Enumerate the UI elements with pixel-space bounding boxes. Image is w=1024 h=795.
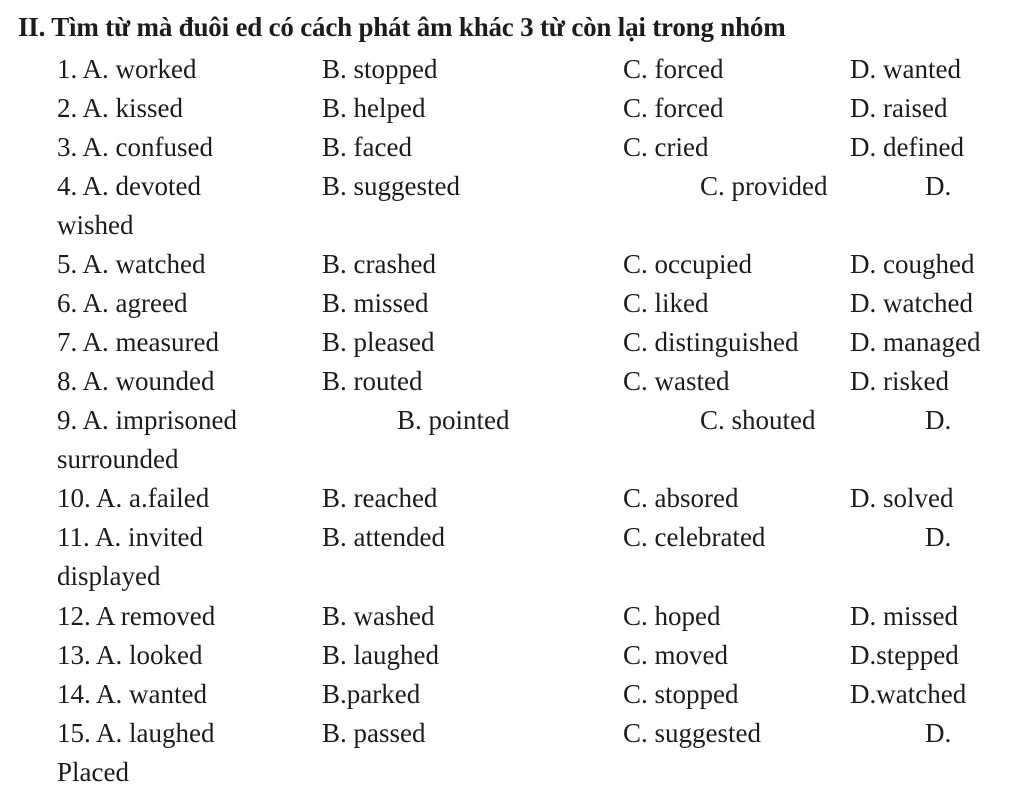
option-c: C. provided (700, 171, 828, 201)
option-d-wrapped-text: surrounded (57, 444, 179, 474)
option-a: 8. A. wounded (57, 366, 215, 396)
option-a: 6. A. agreed (57, 288, 188, 318)
option-d: D. coughed (850, 249, 975, 279)
question-row (0, 245, 1024, 284)
option-d: D. (925, 405, 952, 435)
question-row-wrap (0, 753, 1024, 792)
option-a: 12. A removed (57, 601, 216, 631)
option-c: C. moved (623, 640, 728, 670)
question-row (0, 50, 1024, 89)
question-row (0, 128, 1024, 167)
option-b: B. laughed (322, 640, 439, 670)
option-b: B. passed (322, 718, 426, 748)
option-c: C. cried (623, 132, 709, 162)
option-d: D. risked (850, 366, 949, 396)
option-b: B. suggested (322, 171, 460, 201)
question-row (0, 636, 1024, 675)
option-a: 14. A. wanted (57, 679, 207, 709)
question-row (0, 323, 1024, 362)
question-row-wrap (0, 557, 1024, 596)
option-d: D. watched (850, 288, 973, 318)
option-a: 5. A. watched (57, 249, 206, 279)
option-d: D. (925, 171, 952, 201)
option-d: D. (925, 718, 952, 748)
question-row (0, 284, 1024, 323)
option-c: C. stopped (623, 679, 739, 709)
question-row (0, 401, 1024, 440)
option-c: C. occupied (623, 249, 752, 279)
option-c: C. liked (623, 288, 709, 318)
question-row (0, 714, 1024, 753)
option-c: C. forced (623, 93, 724, 123)
option-a: 10. A. a.failed (57, 483, 210, 513)
option-d: D. solved (850, 483, 954, 513)
option-d: D.stepped (850, 640, 959, 670)
option-c: C. wasted (623, 366, 730, 396)
option-b: B. faced (322, 132, 412, 162)
option-b: B. helped (322, 93, 426, 123)
option-b: B. crashed (322, 249, 436, 279)
question-row (0, 362, 1024, 401)
option-a: 13. A. looked (57, 640, 203, 670)
option-a: 11. A. invited (57, 522, 203, 552)
question-row (0, 597, 1024, 636)
option-d: D. wanted (850, 54, 961, 84)
option-a: 3. A. confused (57, 132, 213, 162)
option-a: 2. A. kissed (57, 93, 184, 123)
option-a: 4. A. devoted (57, 171, 201, 201)
question-row-wrap (0, 206, 1024, 245)
option-d-wrapped-text: displayed (57, 561, 161, 591)
option-b: B. stopped (322, 54, 438, 84)
option-c: C. distinguished (623, 327, 799, 357)
option-b: B. reached (322, 483, 438, 513)
option-d: D. (925, 522, 952, 552)
option-c: C. suggested (623, 718, 761, 748)
option-a: 7. A. measured (57, 327, 219, 357)
section-heading: II. Tìm từ mà đuôi ed có cách phát âm khác 3 từ còn lại trong nhóm (18, 12, 786, 42)
option-c: C. shouted (700, 405, 816, 435)
option-a: 15. A. laughed (57, 718, 215, 748)
option-c: C. absored (623, 483, 739, 513)
option-b: B. attended (322, 522, 445, 552)
option-b: B. pleased (322, 327, 435, 357)
question-row (0, 89, 1024, 128)
option-b: B. pointed (397, 405, 510, 435)
question-row-wrap (0, 440, 1024, 479)
option-d: D.watched (850, 679, 967, 709)
option-d: D. raised (850, 93, 948, 123)
question-row (0, 675, 1024, 714)
option-b: B. missed (322, 288, 429, 318)
option-d: D. managed (850, 327, 981, 357)
question-row (0, 518, 1024, 557)
option-b: B.parked (322, 679, 421, 709)
option-d-wrapped-text: Placed (57, 757, 129, 787)
question-row (0, 167, 1024, 206)
option-b: B. routed (322, 366, 423, 396)
option-c: C. forced (623, 54, 724, 84)
option-d-wrapped-text: wished (57, 210, 134, 240)
option-a: 9. A. imprisoned (57, 405, 237, 435)
option-a: 1. A. worked (57, 54, 197, 84)
option-b: B. washed (322, 601, 435, 631)
question-row (0, 479, 1024, 518)
option-c: C. celebrated (623, 522, 766, 552)
option-c: C. hoped (623, 601, 721, 631)
option-d: D. defined (850, 132, 964, 162)
option-d: D. missed (850, 601, 958, 631)
